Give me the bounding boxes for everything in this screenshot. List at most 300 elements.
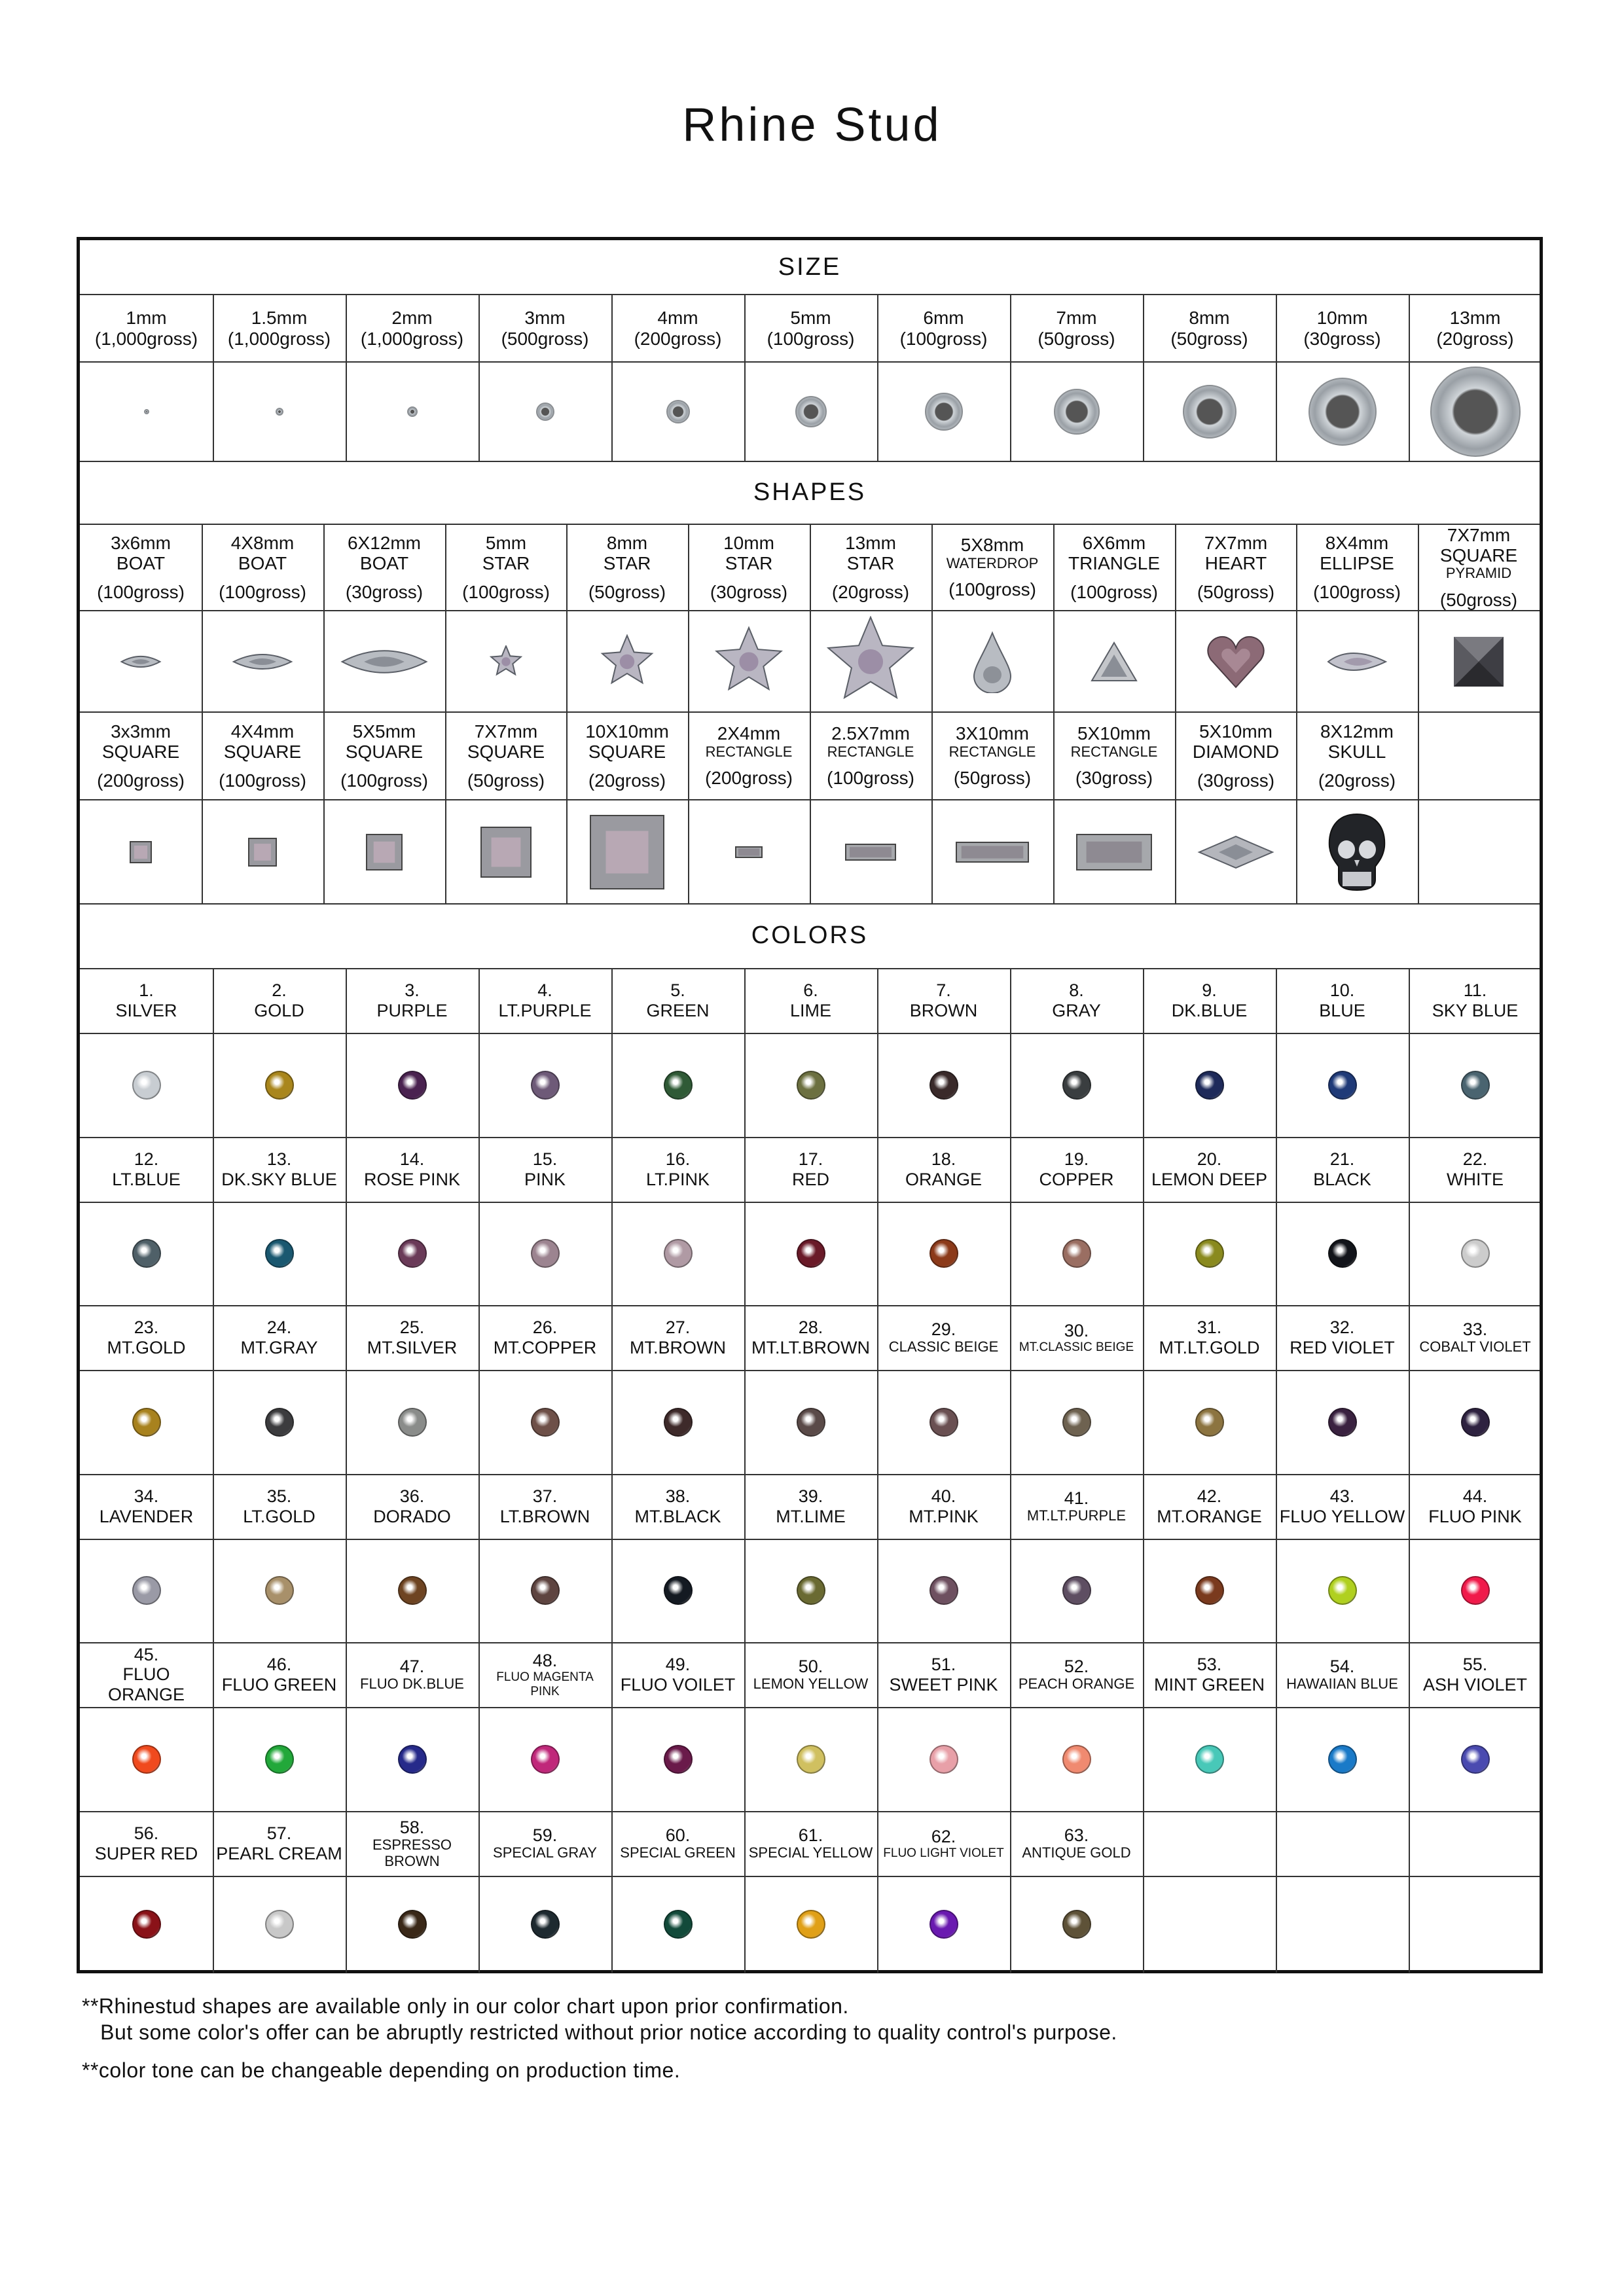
color-number: 48.: [532, 1651, 558, 1671]
rectangle-2x4-icon: [734, 846, 763, 859]
shape-label: [931, 525, 1053, 610]
color-number: 45.: [134, 1645, 159, 1665]
color-swatch: [1143, 1202, 1276, 1305]
shape-name-line: 7X7mm: [1204, 532, 1268, 553]
color-name: COPPER: [1039, 1169, 1114, 1189]
color-swatch: [346, 1876, 478, 1973]
color-swatch: [744, 1707, 877, 1811]
color-label: [478, 1474, 611, 1539]
color-label: [1010, 1642, 1143, 1707]
rhinestone-color-icon: [929, 1408, 958, 1437]
size-stud-image: [213, 363, 346, 461]
color-label: [1143, 1137, 1276, 1202]
color-swatch: [346, 1370, 478, 1474]
color-label: [1143, 1474, 1276, 1539]
color-number: 36.: [399, 1486, 425, 1507]
color-name: DK.BLUE: [1171, 1000, 1248, 1020]
rhinestone-color-icon: [265, 1910, 294, 1939]
shape-name-line: SQUARE: [101, 742, 180, 762]
color-name: LIME: [789, 1000, 832, 1020]
size-label: [1409, 295, 1542, 361]
rhinestone-silver-icon: [536, 403, 554, 421]
shape-image: [1175, 611, 1297, 711]
size-value: 8mm: [1189, 308, 1230, 329]
shape-quantity: (50gross): [467, 770, 545, 791]
shape-label: [1296, 525, 1418, 610]
rhinestone-silver-icon: [407, 406, 418, 417]
shape-image: [80, 800, 202, 903]
color-swatch: [744, 1370, 877, 1474]
shape-name-line: BOAT: [116, 553, 166, 574]
color-name: MT.SILVER: [367, 1337, 458, 1357]
color-number: 1.: [139, 980, 154, 1001]
size-quantity: (100gross): [899, 328, 988, 349]
page-title: Rhine Stud: [682, 99, 942, 151]
color-number: 7.: [936, 980, 951, 1001]
color-number: 11.: [1463, 980, 1487, 1001]
color-label: [611, 1474, 744, 1539]
rhinestone-color-icon: [132, 1745, 161, 1774]
skull-teeth: [1343, 872, 1371, 886]
rhinestone-color-icon: [398, 1576, 427, 1605]
rhinestone-silver-icon: [1308, 378, 1377, 446]
rhinestone-color-icon: [664, 1576, 693, 1605]
rhinestone-silver-icon: [1054, 389, 1100, 435]
color-swatch: [611, 1876, 744, 1973]
rhinestone-color-icon: [1328, 1745, 1357, 1774]
color-swatch: [1276, 1033, 1409, 1137]
size-quantity: (200gross): [634, 328, 722, 349]
shape-label: [323, 713, 445, 799]
size-value: 7mm: [1056, 308, 1097, 329]
size-quantity: (30gross): [1303, 328, 1381, 349]
shape-name-line: 8X12mm: [1320, 721, 1394, 742]
color-label: [744, 968, 877, 1033]
shape-name-line: BOAT: [359, 553, 409, 574]
color-number: 25.: [399, 1318, 425, 1338]
rhinestone-color-icon: [398, 1408, 427, 1437]
size-label: [213, 295, 346, 361]
square-3-icon: [129, 840, 153, 864]
color-number: 10.: [1329, 980, 1355, 1001]
color-label: [744, 1642, 877, 1707]
color-label: [611, 968, 744, 1033]
color-number: 13.: [266, 1149, 292, 1170]
shape-quantity: (30gross): [710, 581, 788, 602]
color-label: [80, 968, 213, 1033]
shape-quantity: (100gross): [948, 579, 1036, 600]
shape-image: [1053, 611, 1175, 711]
rectangle-table: [962, 846, 1024, 858]
color-swatch: [1010, 1539, 1143, 1642]
shape-image: [931, 800, 1053, 903]
color-name: PINK: [524, 1169, 566, 1189]
rhinestone-color-icon: [1328, 1239, 1357, 1268]
shape-name-line: 5X10mm: [1199, 721, 1273, 742]
color-swatch: [744, 1202, 877, 1305]
rhinestone-color-icon: [531, 1071, 560, 1100]
color-label: [1409, 1137, 1542, 1202]
color-number: 51.: [931, 1655, 956, 1675]
color-label: [744, 1305, 877, 1370]
rhinestone-color-icon: [398, 1071, 427, 1100]
shape-quantity: (30gross): [1197, 770, 1275, 791]
shape-label: [80, 713, 202, 799]
rectangle-table: [738, 848, 760, 855]
shape-quantity: (50gross): [1439, 590, 1518, 610]
color-swatch: [877, 1539, 1010, 1642]
size-stud-image: [1143, 363, 1276, 461]
rhinestone-silver-icon: [144, 409, 149, 414]
size-label: [1143, 295, 1276, 361]
size-quantity: (1,000gross): [227, 328, 331, 349]
size-value: 4mm: [657, 308, 698, 329]
shape-quantity: (100gross): [1313, 581, 1401, 602]
shape-name-line: PYRAMID: [1445, 565, 1512, 582]
color-label: [346, 1305, 478, 1370]
color-name: ROSE PINK: [363, 1169, 461, 1189]
color-name: WHITE: [1447, 1169, 1504, 1189]
color-name: MT.LIME: [776, 1506, 846, 1526]
triangle-icon: [1089, 640, 1139, 683]
color-name: SPECIAL GREEN: [620, 1844, 736, 1861]
shape-name-line: TRIANGLE: [1068, 553, 1161, 574]
rhinestone-color-icon: [531, 1745, 560, 1774]
color-name: BROWN: [909, 1000, 978, 1020]
color-label: [1276, 1642, 1409, 1707]
rhinestone-color-icon: [1328, 1576, 1357, 1605]
color-label: [1276, 968, 1409, 1033]
color-swatch: [80, 1202, 213, 1305]
shape-label: [931, 713, 1053, 799]
size-value: 1.5mm: [251, 308, 308, 329]
size-stud-image: [478, 363, 611, 461]
rhinestone-silver-icon: [1183, 385, 1236, 439]
rhinestone-color-icon: [1062, 1408, 1091, 1437]
color-name: MT.PINK: [909, 1506, 979, 1526]
color-number: 8.: [1069, 980, 1084, 1001]
shape-name-line: RECTANGLE: [948, 743, 1036, 760]
shape-label: [445, 525, 567, 610]
size-stud-image: [1010, 363, 1143, 461]
color-number: 30.: [1064, 1320, 1089, 1340]
color-swatch: [1143, 1539, 1276, 1642]
size-label: [1010, 295, 1143, 361]
waterdrop-outline: [974, 633, 1011, 693]
color-label: [611, 1642, 744, 1707]
rhinestone-color-icon: [531, 1408, 560, 1437]
shape-label: [1418, 525, 1540, 610]
color-number: 14.: [399, 1149, 425, 1170]
color-number: 56.: [134, 1823, 159, 1844]
rhinestone-color-icon: [1062, 1239, 1091, 1268]
color-name: PEARL CREAM: [216, 1843, 342, 1863]
rhinestone-color-icon: [797, 1576, 825, 1605]
color-number: 49.: [665, 1655, 691, 1675]
shape-name-line: SKULL: [1327, 742, 1386, 762]
color-number: 41.: [1064, 1488, 1089, 1509]
shape-quantity: (100gross): [827, 768, 914, 789]
color-name: SILVER: [115, 1000, 177, 1020]
color-name: FLUO PINK: [1428, 1506, 1522, 1526]
shape-label: [810, 713, 931, 799]
column-divider: [1418, 711, 1419, 903]
rhinestone-color-icon: [531, 1576, 560, 1605]
color-swatch: [611, 1370, 744, 1474]
color-name: LAVENDER: [99, 1506, 194, 1526]
color-number: 29.: [931, 1319, 956, 1340]
color-label: [478, 1305, 611, 1370]
shape-label: [1296, 713, 1418, 799]
color-name: FLUO MAGENTA PINK: [496, 1670, 594, 1698]
rhinestone-color-icon: [1062, 1071, 1091, 1100]
color-label: [1010, 968, 1143, 1033]
color-label: [213, 1642, 346, 1707]
shape-quantity: (30gross): [1075, 768, 1153, 789]
shape-quantity: (100gross): [462, 581, 550, 602]
color-number: 22.: [1462, 1149, 1488, 1170]
color-number: 44.: [1462, 1486, 1488, 1507]
square-table: [254, 844, 271, 861]
rhinestone-color-icon: [265, 1576, 294, 1605]
shape-image: [1296, 611, 1418, 711]
rhinestone-color-icon: [531, 1910, 560, 1939]
color-number: 55.: [1462, 1655, 1488, 1675]
shape-name-line: 2X4mm: [717, 723, 781, 744]
shape-name-line: 4X4mm: [230, 721, 295, 742]
rhinestone-color-icon: [1461, 1576, 1490, 1605]
color-name: MT.BROWN: [630, 1337, 726, 1357]
color-number: 58.: [399, 1817, 425, 1837]
color-swatch: [213, 1033, 346, 1137]
square-5-icon: [365, 833, 403, 871]
star-center: [858, 649, 883, 673]
shape-label: [810, 525, 931, 610]
shape-image: [810, 800, 931, 903]
color-label: [80, 1305, 213, 1370]
color-name: SPECIAL GRAY: [493, 1844, 597, 1861]
shape-image: [202, 611, 323, 711]
color-number: 24.: [266, 1318, 292, 1338]
size-label: [346, 295, 478, 361]
color-name: COBALT VIOLET: [1419, 1338, 1531, 1355]
rhinestone-color-icon: [132, 1239, 161, 1268]
rhinestone-color-icon: [797, 1239, 825, 1268]
color-swatch: [1276, 1707, 1409, 1811]
shape-quantity: (100gross): [97, 581, 185, 602]
color-label: [877, 1474, 1010, 1539]
shape-name-line: SQUARE: [467, 742, 545, 762]
color-swatch: [1143, 1033, 1276, 1137]
color-swatch: [478, 1370, 611, 1474]
shape-name-line: 3X10mm: [955, 723, 1030, 744]
shape-name-line: WATERDROP: [946, 554, 1039, 571]
rhinestone-color-icon: [265, 1745, 294, 1774]
shape-quantity: (100gross): [219, 770, 306, 791]
shape-image: [688, 800, 810, 903]
shape-label: [1175, 525, 1297, 610]
color-number: 18.: [931, 1149, 956, 1170]
color-number: 9.: [1202, 980, 1217, 1001]
color-swatch: [744, 1033, 877, 1137]
size-label: [1276, 295, 1409, 361]
shape-label: [1053, 525, 1175, 610]
shape-image: [202, 800, 323, 903]
color-name: LT.PURPLE: [498, 1000, 592, 1020]
color-number: 61.: [798, 1825, 823, 1846]
color-number: 57.: [266, 1823, 292, 1844]
rhinestone-color-icon: [1328, 1408, 1357, 1437]
color-swatch: [346, 1202, 478, 1305]
color-label: [877, 1642, 1010, 1707]
shape-name-line: 5mm: [485, 532, 527, 553]
color-label: [80, 1811, 213, 1876]
shape-label: [80, 525, 202, 610]
color-swatch: [213, 1370, 346, 1474]
shape-name-line: 3x3mm: [111, 721, 171, 742]
shape-name-line: 7X7mm: [1447, 524, 1511, 545]
shape-name-line: 5X8mm: [960, 535, 1024, 556]
size-value: 13mm: [1449, 308, 1501, 329]
shape-quantity: (100gross): [219, 581, 306, 602]
star-medium-icon: [600, 634, 655, 689]
shape-name-line: ELLIPSE: [1320, 553, 1394, 574]
shape-label: [445, 713, 567, 799]
shape-image: [810, 611, 931, 711]
rhinestone-color-icon: [664, 1745, 693, 1774]
color-swatch: [478, 1033, 611, 1137]
shape-name-line: STAR: [846, 553, 895, 574]
rhinestone-color-icon: [1328, 1071, 1357, 1100]
color-number: 17.: [798, 1149, 823, 1170]
color-swatch: [611, 1707, 744, 1811]
rhinestone-color-icon: [398, 1910, 427, 1939]
color-name: PURPLE: [376, 1000, 448, 1020]
rhinestone-color-icon: [1461, 1745, 1490, 1774]
color-name: MT.COPPER: [493, 1337, 597, 1357]
color-swatch: [611, 1539, 744, 1642]
color-swatch: [213, 1539, 346, 1642]
color-name: MT.GOLD: [107, 1337, 186, 1357]
rectangle-table: [1087, 841, 1142, 862]
color-label: [744, 1474, 877, 1539]
color-label: [1409, 968, 1542, 1033]
color-swatch: [213, 1202, 346, 1305]
shape-image: [688, 611, 810, 711]
color-label: [346, 1137, 478, 1202]
color-label: [1010, 1811, 1143, 1876]
color-number: 2.: [272, 980, 287, 1001]
color-swatch: [346, 1539, 478, 1642]
color-label: [744, 1137, 877, 1202]
color-name: GOLD: [254, 1000, 304, 1020]
color-name: BLUE: [1319, 1000, 1365, 1020]
color-number: 23.: [134, 1318, 159, 1338]
color-swatch: [611, 1033, 744, 1137]
size-stud-image: [1276, 363, 1409, 461]
color-number: 39.: [798, 1486, 823, 1507]
rhinestone-silver-icon: [276, 408, 283, 416]
square-table: [134, 845, 147, 858]
footnotes: [82, 1993, 1117, 2083]
color-name: LEMON YELLOW: [753, 1676, 869, 1693]
shape-image: [323, 611, 445, 711]
color-name: FLUO LIGHT VIOLET: [883, 1846, 1004, 1860]
waterdrop-icon: [971, 630, 1013, 693]
color-swatch: [744, 1876, 877, 1973]
color-label: [346, 968, 478, 1033]
shape-label: [1053, 713, 1175, 799]
color-label: [478, 968, 611, 1033]
shape-name-line: 5X5mm: [352, 721, 416, 742]
shape-quantity: (50gross): [1197, 581, 1275, 602]
shape-name-line: 13mm: [845, 532, 896, 553]
rhinestone-color-icon: [664, 1910, 693, 1939]
color-label: [80, 1474, 213, 1539]
color-swatch: [1409, 1707, 1542, 1811]
size-label: [877, 295, 1010, 361]
color-swatch: [1276, 1539, 1409, 1642]
color-number: 54.: [1329, 1657, 1355, 1677]
color-label: [213, 1305, 346, 1370]
footnote-line: **color tone can be changeable depending on production time.: [82, 2058, 681, 2082]
shape-image: [1418, 611, 1540, 711]
rhinestone-color-icon: [664, 1071, 693, 1100]
color-swatch: [213, 1707, 346, 1811]
color-number: 62.: [931, 1826, 956, 1846]
color-swatch: [80, 1033, 213, 1137]
color-name: ANTIQUE GOLD: [1022, 1844, 1131, 1861]
size-value: 6mm: [923, 308, 964, 329]
rhinestone-color-icon: [797, 1745, 825, 1774]
color-label: [877, 1305, 1010, 1370]
size-quantity: (20gross): [1436, 328, 1514, 349]
shape-name-line: BOAT: [238, 553, 287, 574]
color-name: MT.LT.BROWN: [751, 1337, 870, 1357]
color-number: 43.: [1329, 1486, 1355, 1507]
color-swatch: [1276, 1202, 1409, 1305]
shape-image: [445, 800, 567, 903]
size-stud-image: [1409, 363, 1542, 461]
color-label: [1409, 1474, 1542, 1539]
rhinestone-color-icon: [797, 1071, 825, 1100]
rhinestone-color-icon: [531, 1239, 560, 1268]
color-label: [1143, 1305, 1276, 1370]
size-stud-image: [346, 363, 478, 461]
shape-name-line: SQUARE: [345, 742, 424, 762]
shape-image: [1053, 800, 1175, 903]
color-swatch: [1409, 1202, 1542, 1305]
color-label: [346, 1474, 478, 1539]
color-name: GREEN: [646, 1000, 710, 1020]
color-name: LT.GOLD: [243, 1506, 316, 1526]
size-section-heading: SIZE: [778, 253, 842, 281]
rhinestone-color-icon: [1195, 1408, 1224, 1437]
boat-large-icon: [338, 639, 430, 685]
shape-name-line: SQUARE: [588, 742, 666, 762]
rhinestone-color-icon: [664, 1239, 693, 1268]
color-swatch: [877, 1370, 1010, 1474]
color-number: 42.: [1197, 1486, 1222, 1507]
rhinestone-color-icon: [398, 1745, 427, 1774]
color-swatch: [80, 1539, 213, 1642]
color-number: 21.: [1329, 1149, 1355, 1170]
shape-quantity: (30gross): [345, 581, 424, 602]
shape-label: [202, 713, 323, 799]
color-number: 15.: [532, 1149, 558, 1170]
color-swatch: [877, 1876, 1010, 1973]
shape-name-line: STAR: [725, 553, 773, 574]
